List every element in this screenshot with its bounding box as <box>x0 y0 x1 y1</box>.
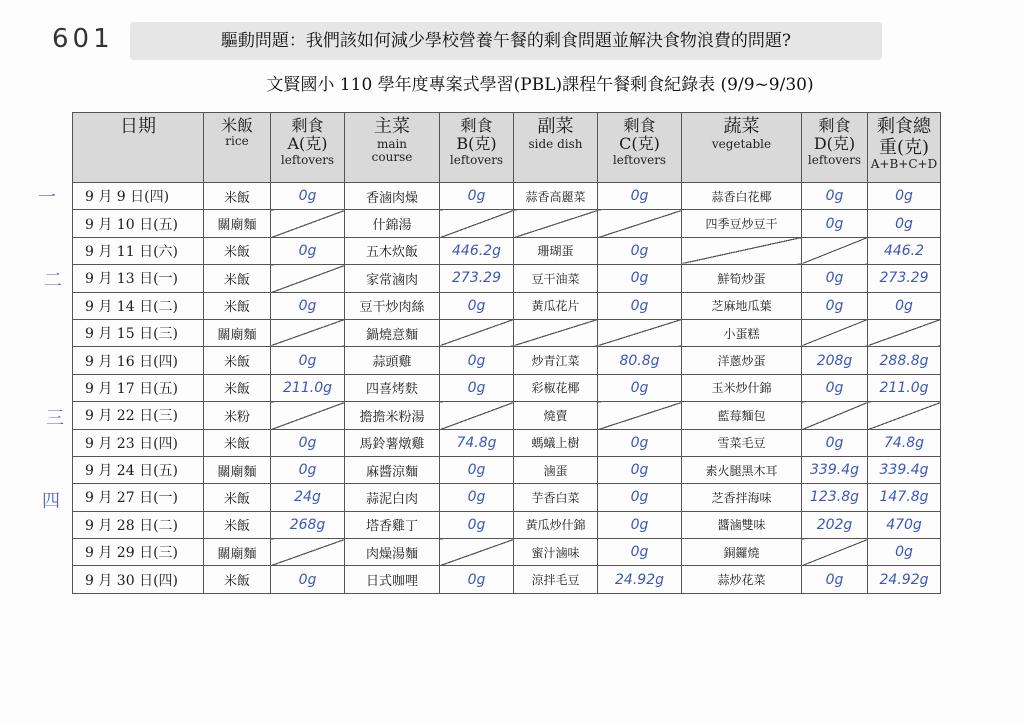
leftover-c-cell: 0g <box>598 374 682 401</box>
total-cell: 273.29 <box>868 265 941 292</box>
week-mark-2: 二 <box>44 270 62 291</box>
vegetable-cell: 醬滷雙味 <box>682 511 802 538</box>
leftover-d-cell: 0g <box>802 210 868 237</box>
total-cell: 339.4g <box>868 456 941 483</box>
vegetable-cell: 蒜香白花椰 <box>682 183 802 210</box>
side-dish-cell: 炒青江菜 <box>514 347 598 374</box>
header-rice: 米飯 rice <box>204 113 271 183</box>
vegetable-cell <box>682 237 802 264</box>
total-cell: 74.8g <box>868 429 941 456</box>
leftover-a-cell: 0g <box>271 237 345 264</box>
leftover-a-cell <box>271 319 345 346</box>
rice-cell: 米飯 <box>204 566 271 593</box>
week-mark-1: 一 <box>38 187 56 208</box>
leftover-d-cell: 0g <box>802 566 868 593</box>
leftover-b-cell: 273.29 <box>440 265 514 292</box>
table-row <box>73 319 941 346</box>
leftover-b-cell: 0g <box>440 566 514 593</box>
header-leftover-a: 剩食 A(克) leftovers <box>271 113 345 183</box>
side-dish-cell: 蒜香高麗菜 <box>514 183 598 210</box>
vegetable-cell: 藍莓麵包 <box>682 402 802 429</box>
side-dish-cell: 珊瑚蛋 <box>514 237 598 264</box>
main-course-cell: 肉燥湯麵 <box>345 539 440 566</box>
total-cell: 288.8g <box>868 347 941 374</box>
date-cell: 9 月 29 日(三) <box>73 539 204 566</box>
leftover-a-cell: 0g <box>271 566 345 593</box>
total-cell: 0g <box>868 210 941 237</box>
header-total: 剩食總 重(克) A+B+C+D <box>868 113 941 183</box>
header-side-dish: 副菜 side dish <box>514 113 598 183</box>
rice-cell: 米飯 <box>204 183 271 210</box>
table-row <box>73 374 941 401</box>
date-cell: 9 月 16 日(四) <box>73 347 204 374</box>
leftover-a-cell <box>271 265 345 292</box>
date-cell: 9 月 23 日(四) <box>73 429 204 456</box>
date-cell: 9 月 10 日(五) <box>73 210 204 237</box>
header-row <box>73 113 941 183</box>
side-dish-cell: 螞蟻上樹 <box>514 429 598 456</box>
leftover-c-cell <box>598 402 682 429</box>
main-course-cell: 擔擔米粉湯 <box>345 402 440 429</box>
total-cell: 211.0g <box>868 374 941 401</box>
date-cell: 9 月 28 日(二) <box>73 511 204 538</box>
leftover-d-cell: 0g <box>802 374 868 401</box>
date-cell: 9 月 27 日(一) <box>73 484 204 511</box>
leftover-a-cell: 0g <box>271 183 345 210</box>
leftover-d-cell: 0g <box>802 183 868 210</box>
total-cell: 24.92g <box>868 566 941 593</box>
leftover-c-cell: 80.8g <box>598 347 682 374</box>
leftover-d-cell: 0g <box>802 265 868 292</box>
leftover-c-cell: 0g <box>598 237 682 264</box>
total-cell: 0g <box>868 539 941 566</box>
vegetable-cell: 洋蔥炒蛋 <box>682 347 802 374</box>
leftover-c-cell: 0g <box>598 265 682 292</box>
side-dish-cell: 黃瓜炒什錦 <box>514 511 598 538</box>
header-leftover-c: 剩食 C(克) leftovers <box>598 113 682 183</box>
vegetable-cell: 蒜炒花菜 <box>682 566 802 593</box>
table-row <box>73 402 941 429</box>
leftover-c-cell: 0g <box>598 183 682 210</box>
total-cell <box>868 319 941 346</box>
table-row <box>73 484 941 511</box>
table-row <box>73 539 941 566</box>
date-cell: 9 月 13 日(一) <box>73 265 204 292</box>
main-course-cell: 家常滷肉 <box>345 265 440 292</box>
total-cell <box>868 402 941 429</box>
leftover-d-cell: 208g <box>802 347 868 374</box>
side-dish-cell: 滷蛋 <box>514 456 598 483</box>
side-dish-cell: 燒賣 <box>514 402 598 429</box>
table-row <box>73 429 941 456</box>
date-cell: 9 月 30 日(四) <box>73 566 204 593</box>
side-dish-cell <box>514 319 598 346</box>
rice-cell: 米飯 <box>204 347 271 374</box>
leftover-d-cell: 0g <box>802 429 868 456</box>
table-row <box>73 347 941 374</box>
main-course-cell: 四喜烤麩 <box>345 374 440 401</box>
side-dish-cell: 涼拌毛豆 <box>514 566 598 593</box>
leftover-a-cell: 268g <box>271 511 345 538</box>
side-dish-cell <box>514 210 598 237</box>
main-course-cell: 馬鈴薯燉雞 <box>345 429 440 456</box>
vegetable-cell: 芝香拌海味 <box>682 484 802 511</box>
form-title: 文賢國小 110 學年度專案式學習(PBL)課程午餐剩食紀錄表 (9/9~9/30) <box>266 75 814 95</box>
date-cell: 9 月 9 日(四) <box>73 183 204 210</box>
date-cell: 9 月 22 日(三) <box>73 402 204 429</box>
date-cell: 9 月 17 日(五) <box>73 374 204 401</box>
leftover-d-cell: 202g <box>802 511 868 538</box>
main-course-cell: 麻醬涼麵 <box>345 456 440 483</box>
total-cell: 0g <box>868 183 941 210</box>
table-row <box>73 237 941 264</box>
leftover-b-cell: 0g <box>440 347 514 374</box>
rice-cell: 關廟麵 <box>204 319 271 346</box>
leftover-b-cell: 0g <box>440 374 514 401</box>
leftover-b-cell: 0g <box>440 511 514 538</box>
leftover-a-cell <box>271 402 345 429</box>
vegetable-cell: 鮮筍炒蛋 <box>682 265 802 292</box>
leftover-a-cell: 0g <box>271 456 345 483</box>
side-dish-cell: 芋香白菜 <box>514 484 598 511</box>
vegetable-cell: 雪菜毛豆 <box>682 429 802 456</box>
leftover-c-cell: 0g <box>598 292 682 319</box>
table-row <box>73 292 941 319</box>
leftover-b-cell: 74.8g <box>440 429 514 456</box>
leftover-d-cell <box>802 539 868 566</box>
table-row <box>73 511 941 538</box>
leftover-a-cell: 211.0g <box>271 374 345 401</box>
leftover-b-cell: 0g <box>440 456 514 483</box>
leftover-d-cell <box>802 237 868 264</box>
leftover-b-cell: 446.2g <box>440 237 514 264</box>
table-row <box>73 210 941 237</box>
vegetable-cell: 小蛋糕 <box>682 319 802 346</box>
main-course-cell: 鍋燒意麵 <box>345 319 440 346</box>
rice-cell: 米飯 <box>204 484 271 511</box>
main-course-cell: 日式咖哩 <box>345 566 440 593</box>
leftover-d-cell: 339.4g <box>802 456 868 483</box>
vegetable-cell: 玉米炒什錦 <box>682 374 802 401</box>
leftover-a-cell: 24g <box>271 484 345 511</box>
leftover-c-cell <box>598 210 682 237</box>
rice-cell: 關廟麵 <box>204 456 271 483</box>
leftover-c-cell: 0g <box>598 511 682 538</box>
rice-cell: 關廟麵 <box>204 210 271 237</box>
week-mark-4: 四 <box>42 491 60 512</box>
leftover-c-cell: 0g <box>598 456 682 483</box>
leftover-record-table <box>72 112 941 594</box>
side-dish-cell: 蜜汁滷味 <box>514 539 598 566</box>
total-cell: 446.2 <box>868 237 941 264</box>
table-row <box>73 566 941 593</box>
week-mark-3: 三 <box>46 408 64 429</box>
leftover-b-cell <box>440 402 514 429</box>
total-cell: 147.8g <box>868 484 941 511</box>
date-cell: 9 月 24 日(五) <box>73 456 204 483</box>
leftover-b-cell <box>440 319 514 346</box>
vegetable-cell: 銅鑼燒 <box>682 539 802 566</box>
table-row <box>73 265 941 292</box>
leftover-b-cell: 0g <box>440 292 514 319</box>
table-row <box>73 183 941 210</box>
leftover-c-cell <box>598 319 682 346</box>
date-cell: 9 月 15 日(三) <box>73 319 204 346</box>
date-cell: 9 月 14 日(二) <box>73 292 204 319</box>
rice-cell: 米飯 <box>204 429 271 456</box>
leftover-c-cell: 24.92g <box>598 566 682 593</box>
leftover-c-cell: 0g <box>598 429 682 456</box>
header-main-course: 主菜 main course <box>345 113 440 183</box>
vegetable-cell: 四季豆炒豆干 <box>682 210 802 237</box>
leftover-a-cell: 0g <box>271 347 345 374</box>
rice-cell: 關廟麵 <box>204 539 271 566</box>
class-number: 601 <box>52 24 114 54</box>
rice-cell: 米飯 <box>204 265 271 292</box>
header-leftover-d: 剩食 D(克) leftovers <box>802 113 868 183</box>
leftover-b-cell <box>440 539 514 566</box>
driving-question: 驅動問題：我們該如何減少學校營養午餐的剩食問題並解決食物浪費的問題? <box>130 22 882 60</box>
leftover-d-cell <box>802 319 868 346</box>
leftover-b-cell: 0g <box>440 484 514 511</box>
side-dish-cell: 豆干油菜 <box>514 265 598 292</box>
vegetable-cell: 素火腿黑木耳 <box>682 456 802 483</box>
main-course-cell: 五木炊飯 <box>345 237 440 264</box>
total-cell: 470g <box>868 511 941 538</box>
main-course-cell: 香滷肉燥 <box>345 183 440 210</box>
leftover-d-cell: 0g <box>802 292 868 319</box>
rice-cell: 米飯 <box>204 511 271 538</box>
leftover-a-cell: 0g <box>271 292 345 319</box>
leftover-d-cell: 123.8g <box>802 484 868 511</box>
total-cell: 0g <box>868 292 941 319</box>
header-vegetable: 蔬菜 vegetable <box>682 113 802 183</box>
leftover-a-cell <box>271 539 345 566</box>
leftover-c-cell: 0g <box>598 539 682 566</box>
header-leftover-b: 剩食 B(克) leftovers <box>440 113 514 183</box>
main-course-cell: 蒜泥白肉 <box>345 484 440 511</box>
leftover-c-cell: 0g <box>598 484 682 511</box>
side-dish-cell: 彩椒花椰 <box>514 374 598 401</box>
main-course-cell: 蒜頭雞 <box>345 347 440 374</box>
main-course-cell: 塔香雞丁 <box>345 511 440 538</box>
rice-cell: 米飯 <box>204 374 271 401</box>
leftover-b-cell <box>440 210 514 237</box>
vegetable-cell: 芝麻地瓜葉 <box>682 292 802 319</box>
rice-cell: 米飯 <box>204 237 271 264</box>
rice-cell: 米粉 <box>204 402 271 429</box>
rice-cell: 米飯 <box>204 292 271 319</box>
leftover-a-cell: 0g <box>271 429 345 456</box>
leftover-a-cell <box>271 210 345 237</box>
leftover-d-cell <box>802 402 868 429</box>
leftover-b-cell: 0g <box>440 183 514 210</box>
header-date: 日期 <box>73 113 204 183</box>
main-course-cell: 豆干炒肉絲 <box>345 292 440 319</box>
main-course-cell: 什錦湯 <box>345 210 440 237</box>
date-cell: 9 月 11 日(六) <box>73 237 204 264</box>
table-row <box>73 456 941 483</box>
side-dish-cell: 黃瓜花片 <box>514 292 598 319</box>
